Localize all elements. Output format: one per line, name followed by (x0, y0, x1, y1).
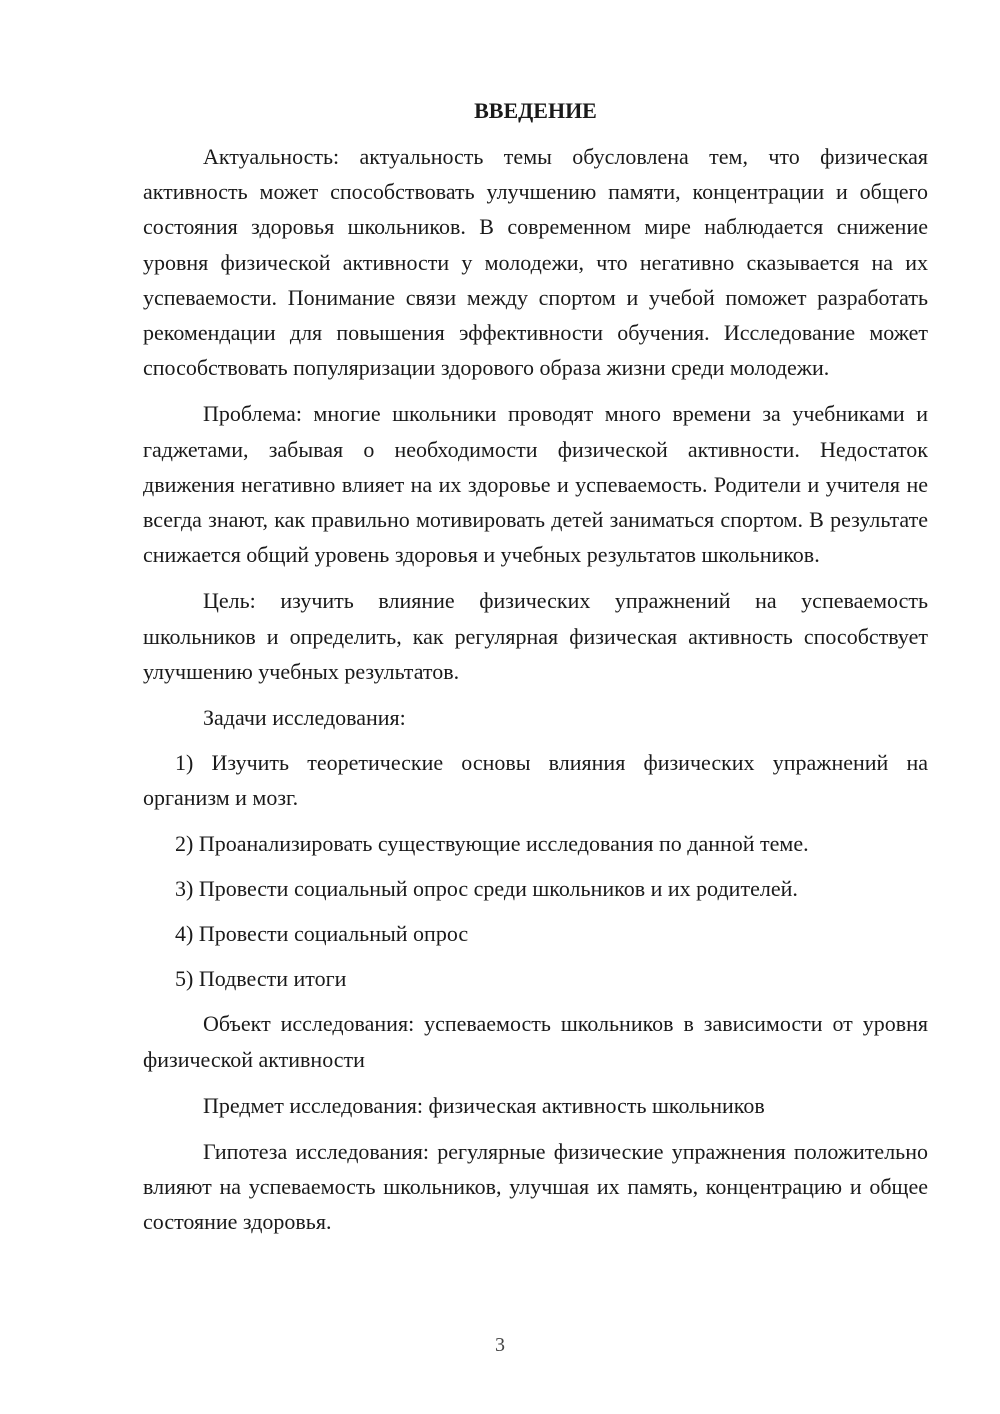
task-item-5: 5) Подвести итоги (175, 966, 347, 992)
page-number: 3 (495, 1334, 505, 1356)
subject-paragraph: Предмет исследования: физическая активность школьников (203, 1092, 765, 1118)
section-heading: ВВЕДЕНИЕ (474, 98, 597, 123)
task-item-4: 4) Провести социальный опрос (175, 921, 469, 947)
object-paragraph: Объект исследования: успеваемость школьников в зависимости от уровня физической активности (143, 1011, 928, 1072)
document-page (143, 94, 928, 1251)
task-item-1: 1) Изучить теоретические основы влияния физических упражнений на организм и мозг. (143, 750, 928, 811)
relevance-paragraph: Актуальность: актуальность темы обусловлена тем, что физическая активность может способствовать улучшению памяти, концентрации и общего состояния здоровья школьников. В современном мире наблюдается снижение уровня физической активности у молодежи, что негативно сказывается на их успеваемости. Понимание связи между спортом и учебой поможет разработать рекомендации для повышения эффективности обучения. Исследование может способствовать популяризации здорового образа жизни среди молодежи. (143, 144, 928, 381)
problem-paragraph: Проблема: многие школьники проводят много времени за учебниками и гаджетами, забывая о необходимости физической активности. Недостаток движения негативно влияет на их здоровье и успеваемость. Родители и учителя не всегда знают, как правильно мотивировать детей заниматься спортом. В результате снижается общий уровень здоровья и учебных результатов школьников. (143, 401, 928, 568)
goal-paragraph: Цель: изучить влияние физических упражнений на успеваемость школьников и определить, как регулярная физическая активность способствует улучшению учебных результатов. (143, 588, 928, 684)
task-item-2: 2) Проанализировать существующие исследования по данной теме. (175, 830, 809, 856)
hypothesis-paragraph: Гипотеза исследования: регулярные физические упражнения положительно влияют на успеваемость школьников, улучшая их память, концентрацию и общее состояние здоровья. (143, 1139, 928, 1235)
tasks-title: Задачи исследования: (203, 705, 406, 731)
task-item-3: 3) Провести социальный опрос среди школьников и их родителей. (175, 875, 798, 901)
